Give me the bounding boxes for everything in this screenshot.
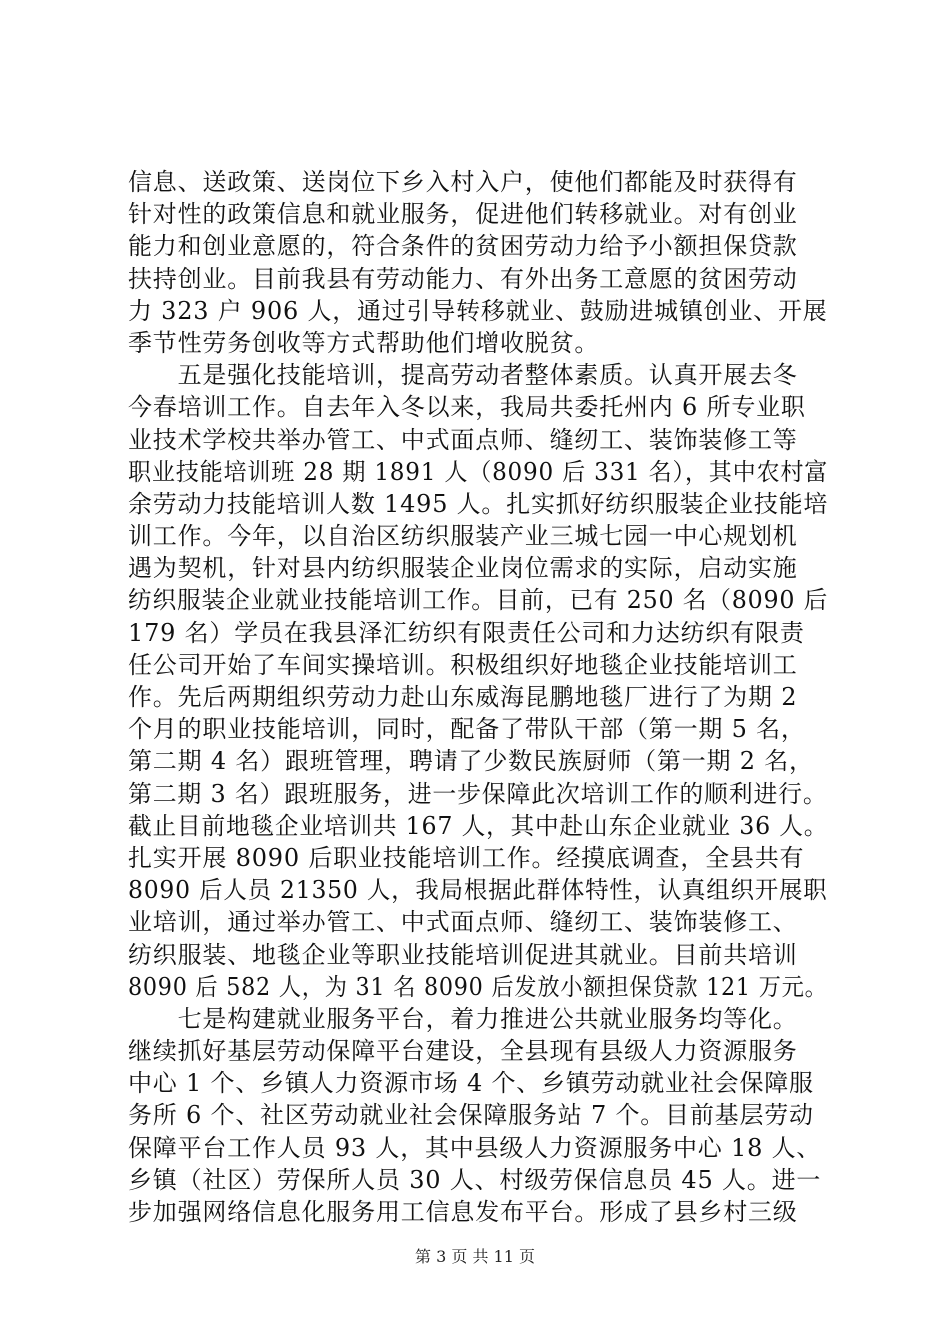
text-line: 五是强化技能培训，提高劳动者整体素质。认真开展去冬	[128, 361, 798, 390]
text-line: 第二期 3 名）跟班服务，进一步保障此次培训工作的顺利进行。	[128, 779, 828, 808]
text-line: 职业技能培训班 28 期 1891 人（8090 后 331 名），其中农村富	[128, 457, 829, 486]
text-line: 第二期 4 名）跟班管理，聘请了少数民族厨师（第一期 2 名，	[128, 747, 814, 776]
text-line: 截止目前地毯企业培训共 167 人，其中赴山东企业就业 36 人。	[128, 811, 829, 840]
text-line: 遇为契机，针对县内纺织服装企业岗位需求的实际，启动实施	[128, 554, 798, 583]
text-line: 七是构建就业服务平台，着力推进公共就业服务均等化。	[128, 1004, 798, 1033]
text-line: 余劳动力技能培训人数 1495 人。扎实抓好纺织服装企业技能培	[128, 489, 829, 518]
text-line: 纺织服装、地毯企业等职业技能培训促进其就业。目前共培训	[128, 940, 798, 969]
text-line: 中心 1 个、乡镇人力资源市场 4 个、乡镇劳动就业社会保障服	[128, 1069, 814, 1098]
text-line: 任公司开始了车间实操培训。积极组织好地毯企业技能培训工	[128, 650, 798, 679]
text-line: 务所 6 个、社区劳动就业社会保障服务站 7 个。目前基层劳动	[128, 1101, 814, 1130]
text-line: 179 名）学员在我县泽汇纺织有限责任公司和力达纺织有限责	[128, 618, 805, 647]
text-line: 8090 后人员 21350 人，我局根据此群体特性，认真组织开展职	[128, 876, 828, 905]
text-line: 训工作。今年，以自治区纺织服装产业三城七园一中心规划机	[128, 522, 798, 551]
text-line: 力 323 户 906 人，通过引导转移就业、鼓励进城镇创业、开展	[128, 296, 828, 325]
text-line: 能力和创业意愿的，符合条件的贫困劳动力给予小额担保贷款	[128, 232, 798, 261]
text-line: 个月的职业技能培训，同时，配备了带队干部（第一期 5 名，	[128, 715, 806, 744]
text-line: 季节性劳务创收等方式帮助他们增收脱贫。	[128, 328, 600, 357]
text-line: 8090 后 582 人，为 31 名 8090 后发放小额担保贷款 121 万元。	[128, 972, 828, 1001]
text-line: 业培训，通过举办管工、中式面点师、缝纫工、装饰装修工、	[128, 908, 798, 937]
text-line: 业技术学校共举办管工、中式面点师、缝纫工、装饰装修工等	[128, 425, 798, 454]
text-line: 扎实开展 8090 后职业技能培训工作。经摸底调查，全县共有	[128, 843, 805, 872]
text-line: 针对性的政策信息和就业服务，促进他们转移就业。对有创业	[128, 200, 798, 229]
text-line: 乡镇（社区）劳保所人员 30 人、村级劳保信息员 45 人。进一	[128, 1165, 822, 1194]
text-line: 今春培训工作。自去年入冬以来，我局共委托州内 6 所专业职	[128, 393, 806, 422]
text-line: 扶持创业。目前我县有劳动能力、有外出务工意愿的贫困劳动	[128, 264, 798, 293]
page-number-footer: 第 3 页 共 11 页	[415, 1247, 535, 1266]
text-line: 信息、送政策、送岗位下乡入村入户，使他们都能及时获得有	[128, 168, 798, 196]
body-text	[128, 166, 828, 1228]
text-line: 保障平台工作人员 93 人，其中县级人力资源服务中心 18 人、	[128, 1133, 822, 1162]
text-line: 继续抓好基层劳动保障平台建设，全县现有县级人力资源服务	[128, 1037, 798, 1066]
text-line: 纺织服装企业就业技能培训工作。目前，已有 250 名（8090 后	[128, 586, 829, 615]
text-line: 作。先后两期组织劳动力赴山东威海昆鹏地毯厂进行了为期 2	[128, 683, 798, 711]
text-line: 步加强网络信息化服务用工信息发布平台。形成了县乡村三级	[128, 1198, 798, 1226]
